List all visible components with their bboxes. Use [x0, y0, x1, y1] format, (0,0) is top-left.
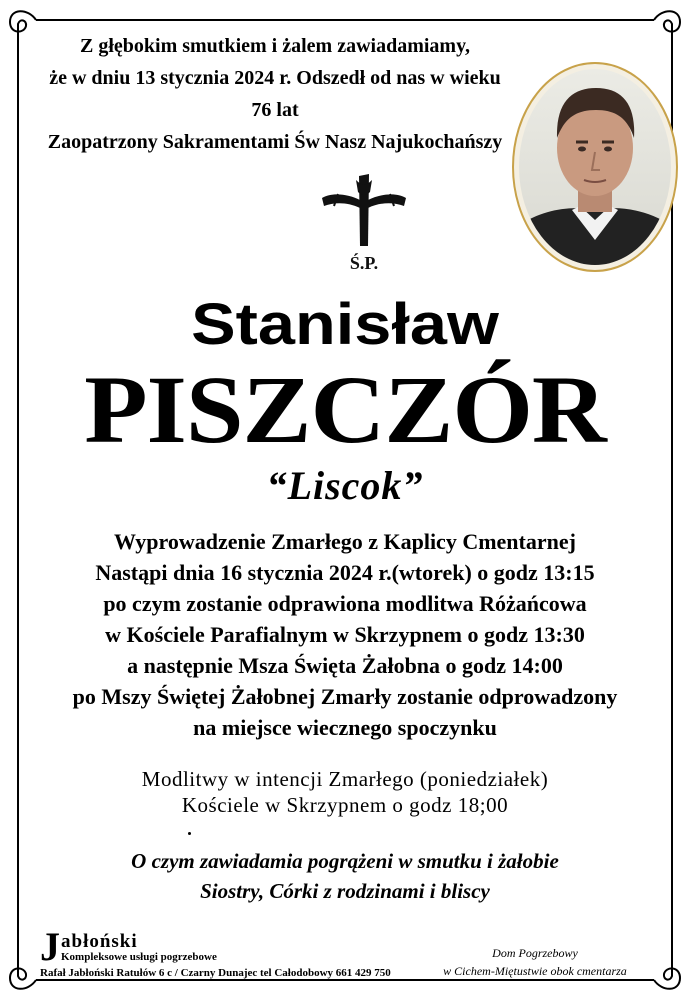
- intro-line-3: Zaopatrzony Sakramentami Św Nasz Najukochańszy: [47, 131, 503, 153]
- prayer-line-2: Kościele w Skrzypnem o godz 18;00: [181, 793, 509, 817]
- funeral-home-name: abłoński: [61, 931, 138, 952]
- chapel-line-1: Dom Pogrzebowy: [492, 946, 578, 960]
- stray-dot: [188, 832, 191, 835]
- deceased-portrait-photo: [510, 60, 680, 275]
- cross-icon: [318, 170, 410, 275]
- deceased-surname: PISZCZÓR: [84, 356, 606, 463]
- intro-line-1: Z głębokim smutkiem i żalem zawiadamiamy,: [80, 35, 470, 57]
- ceremony-line: w Kościele Parafialnym w Skrzypnem o godz 13:30: [105, 622, 585, 647]
- ceremony-line: a następnie Msza Święta Żałobna o godz 14:00: [127, 653, 563, 678]
- cross-initials: Ś.P.: [349, 253, 379, 273]
- funeral-home-logo: [40, 924, 400, 981]
- ceremony-line: po Mszy Świętej Żałobnej Zmarły zostanie odprowadzony: [72, 684, 618, 709]
- mourners-line-1: O czym zawiadamia pogrążeni w smutku i żałobie: [131, 849, 559, 873]
- chapel-line-2: w Cichem-Miętustwie obok cmentarza: [443, 964, 627, 978]
- funeral-ceremony-details: [20, 526, 670, 743]
- funeral-chapel-info: [420, 944, 650, 980]
- deceased-first-name: Stanisław: [191, 292, 499, 357]
- deceased-nickname: “Liscok”: [266, 463, 424, 508]
- funeral-home-address: Rafał Jabłoński Ratułów 6 c / Czarny Dunajec tel Całodobowy 661 429 750: [40, 967, 391, 979]
- announcement-intro: [40, 30, 510, 158]
- intro-line-2: że w dniu 13 stycznia 2024 r. Odszedł od nas w wieku 76 lat: [49, 67, 501, 121]
- funeral-home-tagline: Kompleksowe usługi pogrzebowe: [61, 951, 217, 963]
- prayer-info: [20, 766, 670, 818]
- ceremony-line: na miejsce wiecznego spoczynku: [193, 715, 497, 740]
- prayer-line-1: Modlitwy w intencji Zmarłego (poniedziałek): [141, 767, 549, 791]
- funeral-home-initial: J: [40, 924, 60, 969]
- mourners-notice: [20, 846, 670, 906]
- ceremony-line: po czym zostanie odprawiona modlitwa Różańcowa: [103, 591, 587, 616]
- ceremony-line: Wyprowadzenie Zmarłego z Kaplicy Cmentarnej: [114, 529, 576, 554]
- mourners-line-2: Siostry, Córki z rodzinami i bliscy: [200, 879, 490, 903]
- ceremony-line: Nastąpi dnia 16 stycznia 2024 r.(wtorek) o godz 13:15: [95, 560, 595, 585]
